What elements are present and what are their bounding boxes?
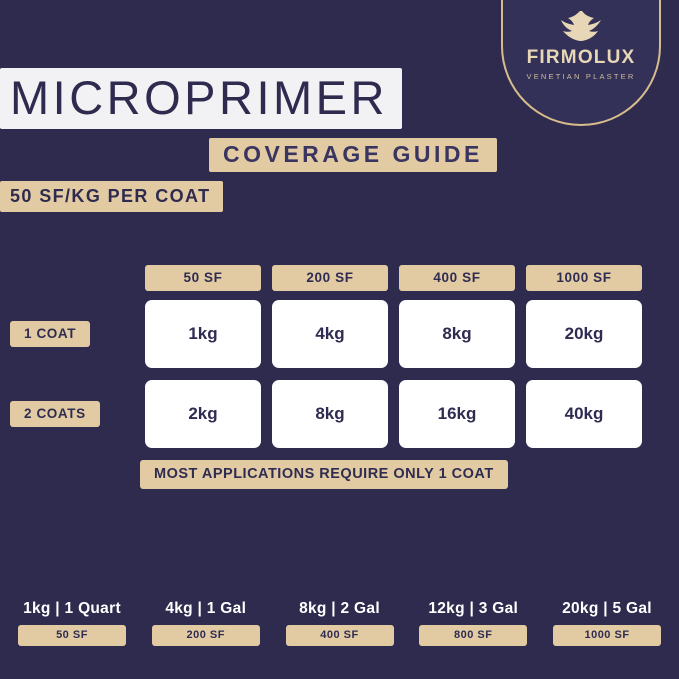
cell-value: 8kg (272, 380, 388, 448)
coverage-table (10, 265, 669, 489)
column-header: 200 SF (272, 265, 388, 291)
column-header-cell (267, 265, 393, 291)
row-label-cell (10, 321, 140, 347)
title-block (0, 68, 497, 212)
page-title: MICROPRIMER (0, 68, 402, 129)
table-cell (394, 300, 520, 368)
cell-value: 2kg (145, 380, 261, 448)
pack-size-item (543, 600, 671, 646)
brand-tagline: VENETIAN PLASTER (526, 72, 636, 81)
pack-size-label: 20kg | 5 Gal (562, 600, 652, 617)
table-cell (140, 380, 266, 448)
pack-size-item (8, 600, 136, 646)
pack-size-label: 1kg | 1 Quart (23, 600, 121, 617)
column-header-cell (394, 265, 520, 291)
row-label-cell (10, 401, 140, 427)
griffin-icon (560, 10, 602, 44)
pack-size-item (409, 600, 537, 646)
table-cell (267, 380, 393, 448)
brand-name: FIRMOLUX (526, 47, 636, 68)
column-header: 50 SF (145, 265, 261, 291)
page-subtitle: COVERAGE GUIDE (209, 138, 497, 172)
pack-size-coverage: 800 SF (419, 625, 527, 646)
column-header: 400 SF (399, 265, 515, 291)
cell-value: 16kg (399, 380, 515, 448)
pack-size-label: 4kg | 1 Gal (165, 600, 247, 617)
column-header: 1000 SF (526, 265, 642, 291)
table-row (10, 300, 669, 368)
table-cell (394, 380, 520, 448)
note-row (10, 460, 669, 489)
cell-value: 4kg (272, 300, 388, 368)
table-row (10, 380, 669, 448)
table-header-row (10, 265, 669, 291)
pack-size-coverage: 50 SF (18, 625, 126, 646)
table-cell (267, 300, 393, 368)
row-label: 2 COATS (10, 401, 100, 427)
column-header-cell (140, 265, 266, 291)
pack-size-coverage: 200 SF (152, 625, 260, 646)
subtitle-row (0, 138, 497, 172)
coverage-rate: 50 SF/KG PER COAT (0, 181, 223, 212)
rate-row (0, 181, 497, 212)
pack-size-coverage: 1000 SF (553, 625, 661, 646)
pack-size-label: 8kg | 2 Gal (299, 600, 380, 617)
coverage-note: MOST APPLICATIONS REQUIRE ONLY 1 COAT (140, 460, 508, 489)
cell-value: 20kg (526, 300, 642, 368)
row-label: 1 COAT (10, 321, 90, 347)
pack-size-item (142, 600, 270, 646)
pack-size-item (276, 600, 404, 646)
table-cell (140, 300, 266, 368)
pack-size-label: 12kg | 3 Gal (428, 600, 519, 617)
table-cell (521, 300, 647, 368)
pack-size-footer (0, 600, 679, 646)
pack-size-coverage: 400 SF (286, 625, 394, 646)
column-header-cell (521, 265, 647, 291)
cell-value: 1kg (145, 300, 261, 368)
brand-badge (501, 0, 661, 126)
cell-value: 8kg (399, 300, 515, 368)
table-cell (521, 380, 647, 448)
cell-value: 40kg (526, 380, 642, 448)
